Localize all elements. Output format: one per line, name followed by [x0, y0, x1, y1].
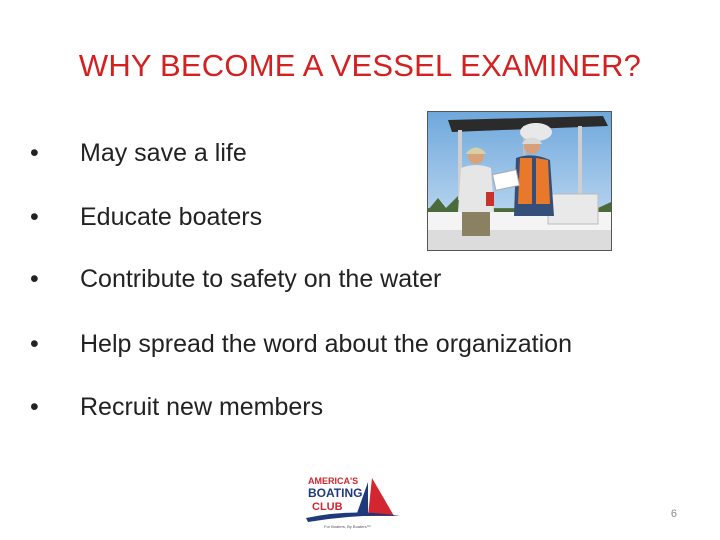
bullet-item — [30, 139, 247, 168]
bullet-item — [30, 265, 441, 294]
logo-graphic — [302, 472, 406, 530]
bullet-marker: • — [30, 393, 39, 421]
logo-line1: AMERICA'S — [308, 476, 359, 486]
page-number: 6 — [670, 508, 677, 520]
bullet-marker: • — [30, 330, 39, 358]
logo-line3: CLUB — [312, 501, 343, 513]
bullet-item — [30, 330, 572, 359]
bullet-text: Recruit new members — [80, 393, 324, 421]
bullet-item — [30, 203, 262, 232]
logo-tagline: For Boaters, By Boaters™ — [324, 524, 371, 529]
logo-line2: BOATING — [308, 486, 363, 500]
americas-boating-club-logo — [302, 472, 406, 530]
bullet-text: Help spread the word about the organization — [80, 330, 572, 358]
vessel-exam-illustration — [428, 112, 611, 250]
bullet-marker: • — [30, 203, 39, 231]
vessel-exam-photo — [427, 111, 612, 251]
bullet-marker: • — [30, 265, 39, 293]
bullet-item — [30, 393, 323, 422]
bullet-text: May save a life — [80, 139, 247, 167]
slide-title: WHY BECOME A VESSEL EXAMINER? — [78, 48, 642, 83]
bullet-text: Contribute to safety on the water — [80, 265, 442, 293]
bullet-marker: • — [30, 139, 39, 167]
bullet-text: Educate boaters — [80, 203, 263, 231]
